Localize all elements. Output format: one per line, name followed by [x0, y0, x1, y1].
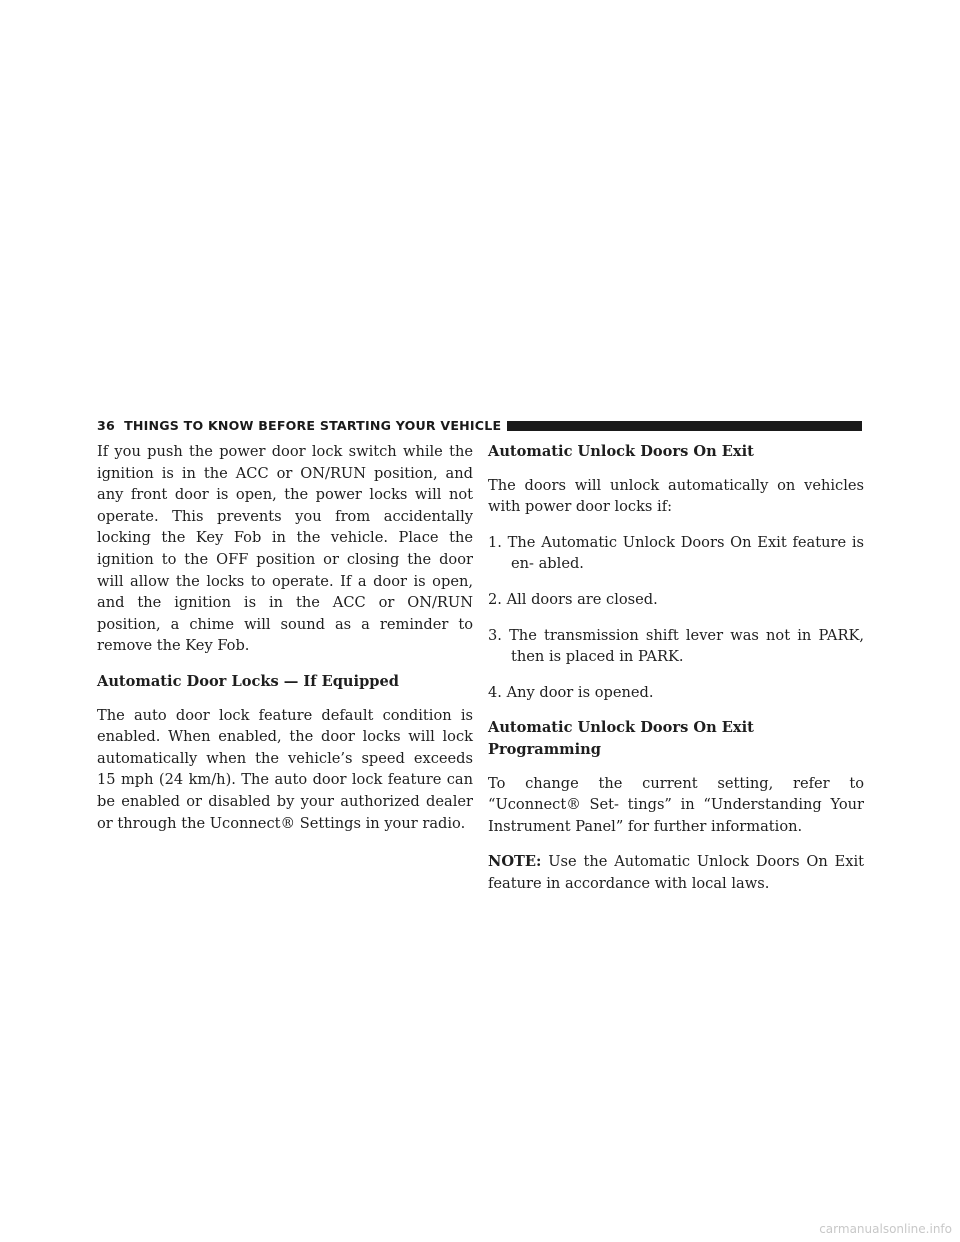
note-paragraph — [488, 851, 864, 894]
list-item: 4. Any door is opened. — [488, 683, 654, 701]
auto-unlock-programming-heading: Automatic Unlock Doors On Exit Programming — [488, 719, 754, 758]
watermark: carmanualsonline.info — [819, 1222, 952, 1236]
auto-door-locks-paragraph: The auto door lock feature default condition is enabled. When enabled, the door locks will lock automatically when the vehicle’s speed exceeds 15 mph (24 km/h). The auto door lock feature can be enabled or disabled by your authorized dealer or through the Uconnect® Settings in your radio. — [97, 706, 473, 832]
list-item: 3. The transmission shift lever was not in PARK, then is placed in PARK. — [488, 626, 864, 666]
auto-unlock-intro: The doors will unlock automatically on vehicles with power door locks if: — [488, 476, 864, 516]
page-header — [97, 417, 862, 435]
note-label: NOTE: — [488, 853, 542, 871]
list-item: 1. The Automatic Unlock Doors On Exit feature is en- abled. — [488, 533, 864, 573]
left-column — [97, 441, 473, 848]
header-spacer — [115, 417, 124, 435]
auto-unlock-programming-paragraph: To change the current setting, refer to “Uconnect® Set- tings” in “Understanding Your Instrument Panel” for further information. — [488, 774, 864, 835]
auto-door-locks-heading: Automatic Door Locks — If Equipped — [97, 672, 399, 690]
right-column — [488, 441, 864, 909]
page-number: 36 — [97, 418, 115, 433]
note-text: Use the Automatic Unlock Doors On Exit feature in accordance with local laws. — [488, 853, 864, 892]
auto-unlock-heading: Automatic Unlock Doors On Exit — [488, 443, 754, 460]
list-item: 2. All doors are closed. — [488, 590, 658, 608]
lock-switch-paragraph: If you push the power door lock switch while the ignition is in the ACC or ON/RUN position, and any front door is open, the power locks will not operate. This prevents you from accidentally locking the Key Fob in the vehicle. Place the ignition to the OFF position or closing the door will allow the locks to operate. If a door is open, and the ignition is in the ACC or ON/RUN position, a chime will sound as a reminder to remove the Key Fob. — [97, 443, 473, 655]
section-title: THINGS TO KNOW BEFORE STARTING YOUR VEHICLE — [124, 418, 502, 433]
header-rule — [507, 421, 862, 431]
